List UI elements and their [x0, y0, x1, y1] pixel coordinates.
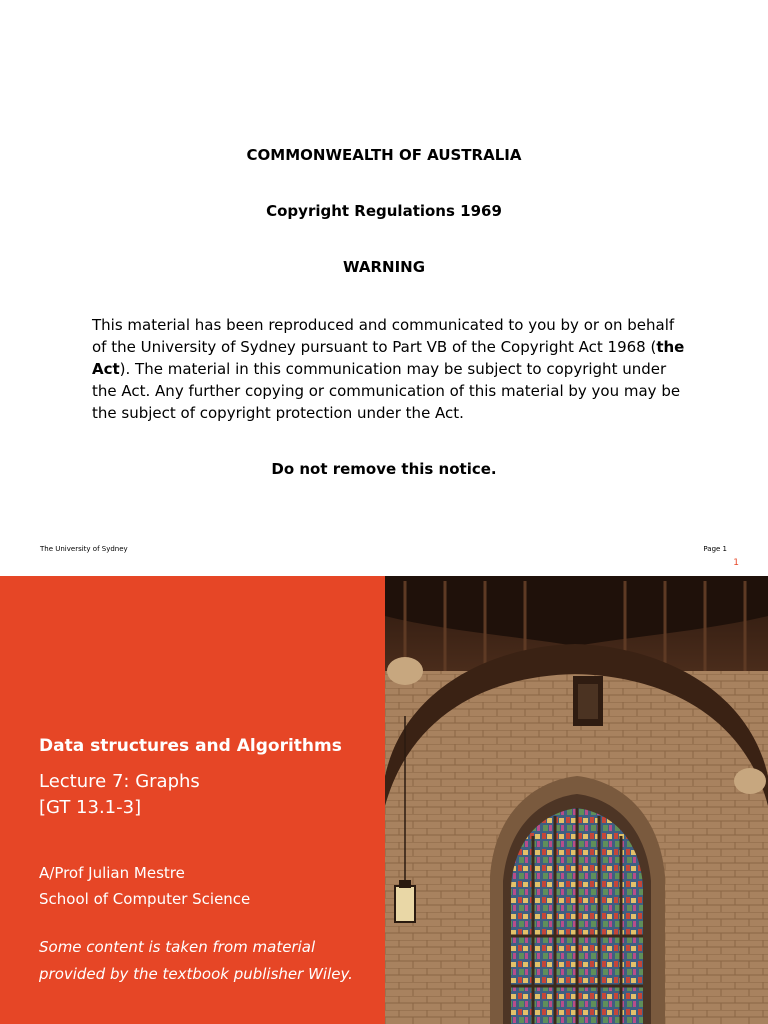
notice-text-part1: This material has been reproduced and communicated to you by or on behalf of the University of Sydney pursuant to Part VB of the Copyright Act 1968 ( — [92, 316, 675, 356]
great-hall-image — [385, 576, 768, 1024]
heading-copyright-regulations: Copyright Regulations 1969 — [266, 202, 502, 220]
great-hall-photo — [385, 576, 768, 1024]
title-slide — [0, 576, 768, 1024]
lecture-reference: [GT 13.1-3] — [39, 797, 142, 818]
notice-text-bold: the Act — [92, 338, 685, 378]
heading-commonwealth: COMMONWEALTH OF AUSTRALIA — [246, 146, 522, 164]
footer-page: Page 1 — [703, 545, 727, 553]
attribution-line-2: provided by the textbook publisher Wiley. — [39, 965, 353, 983]
title-panel — [0, 576, 385, 1024]
slide-number: 1 — [733, 558, 739, 568]
attribution-line-1: Some content is taken from material — [39, 938, 316, 956]
heading-warning: WARNING — [342, 258, 426, 276]
footer-university: The University of Sydney — [40, 545, 128, 553]
lecture-title-line: Lecture 7: Graphs — [39, 771, 200, 792]
lecture-title — [39, 769, 200, 821]
do-not-remove-notice: Do not remove this notice. — [271, 460, 497, 478]
author-name: A/Prof Julian Mestre — [39, 864, 185, 882]
copyright-notice — [92, 314, 692, 424]
author-block — [39, 860, 250, 912]
notice-text-part2: ). The material in this communication may be subject to copyright under the Act. Any further copying or communication of this material by you may be the subject of copyright protection under the Act. — [92, 360, 681, 422]
course-title: Data structures and Algorithms — [39, 736, 342, 756]
author-school: School of Computer Science — [39, 890, 251, 908]
content-attribution — [39, 934, 353, 988]
